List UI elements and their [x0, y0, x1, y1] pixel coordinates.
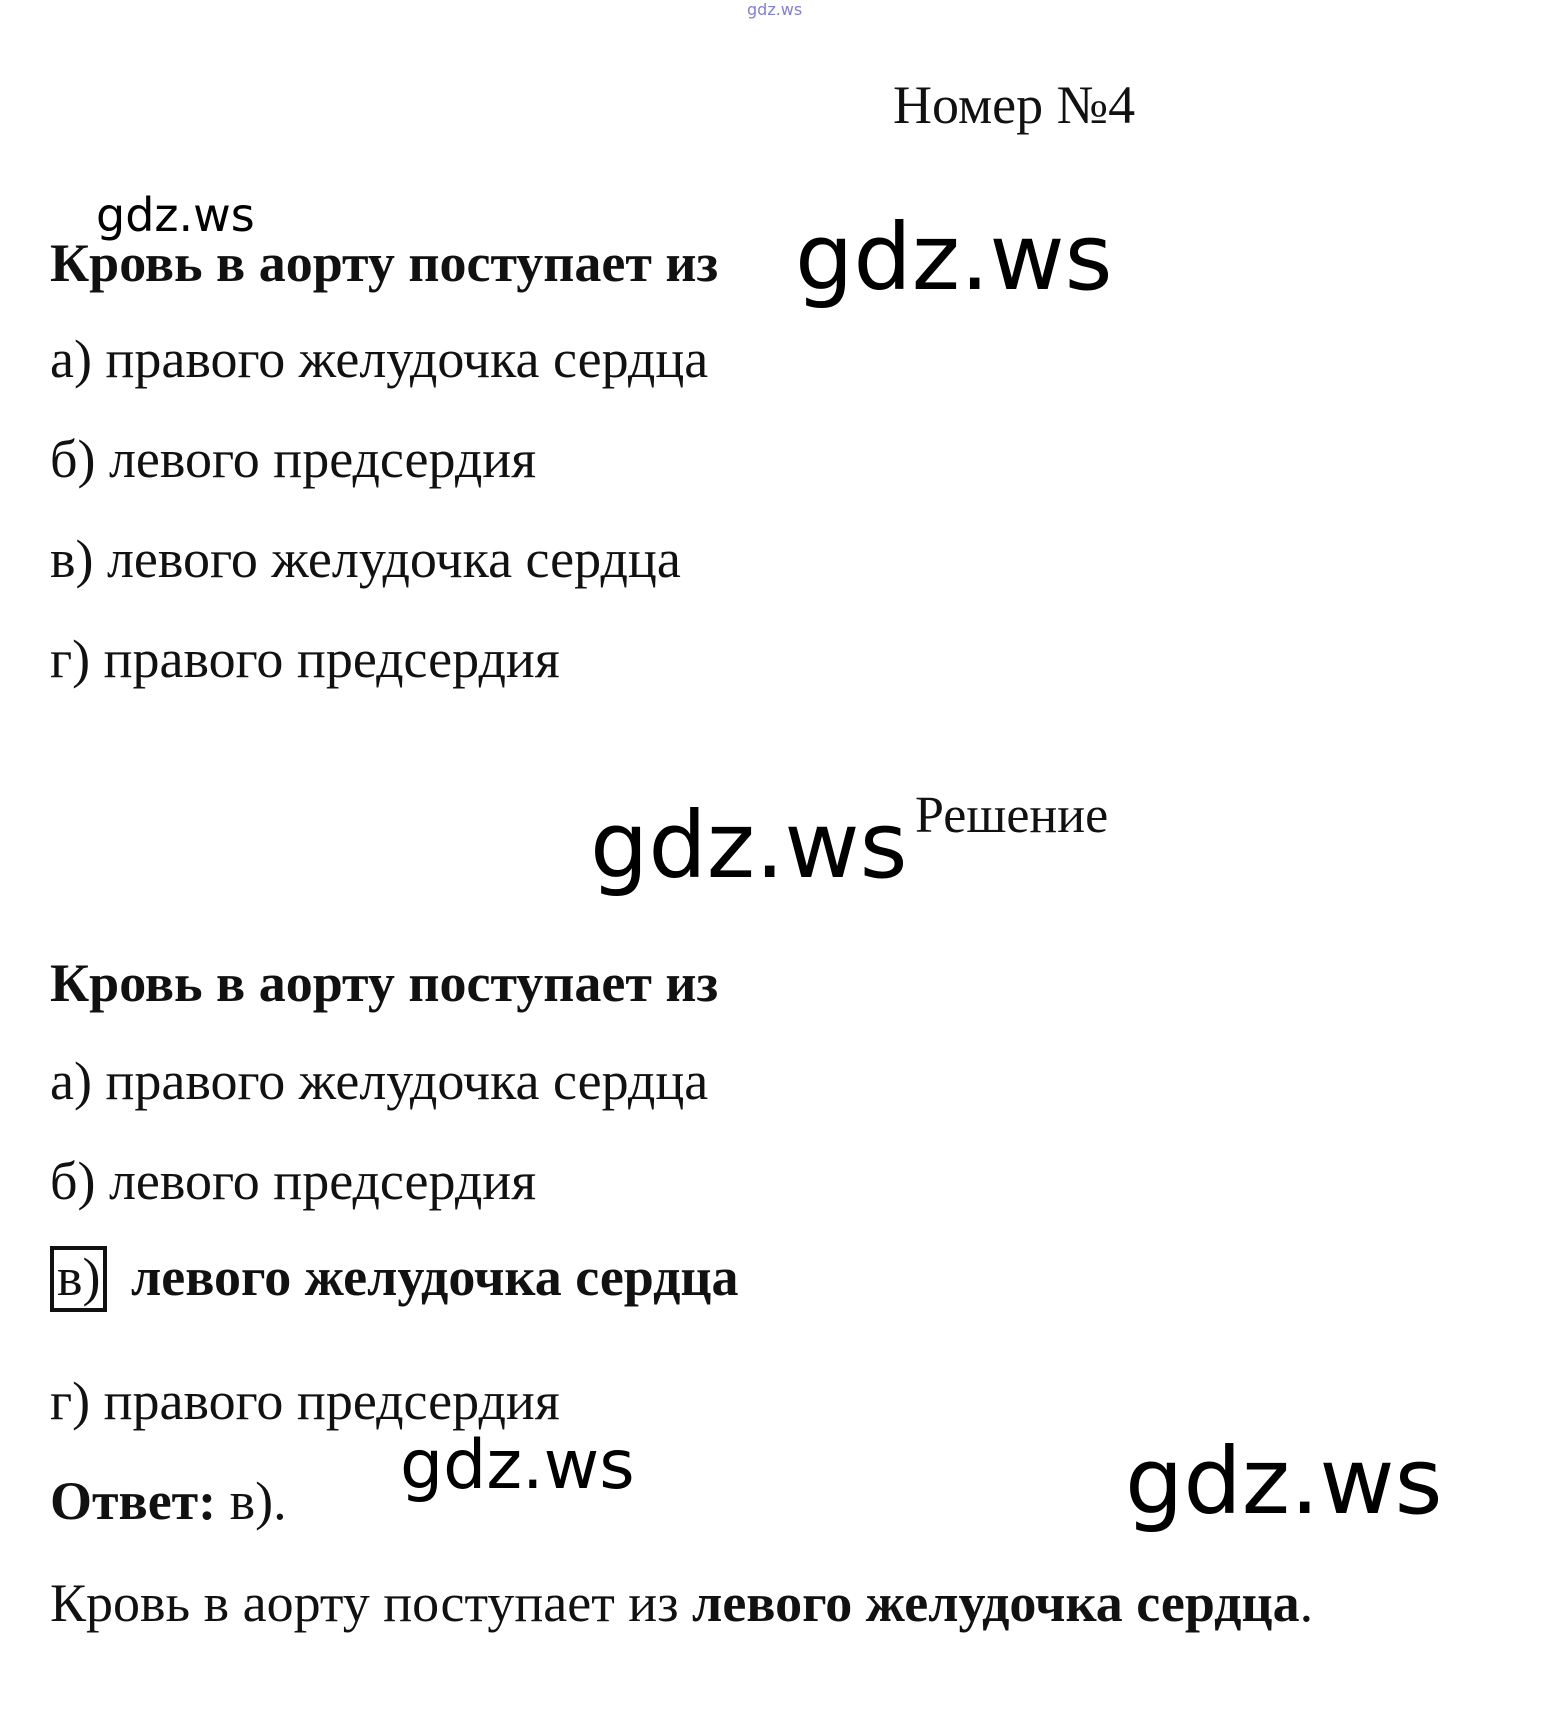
watermark-answer-middle: gdz.ws	[400, 1426, 635, 1505]
watermark-answer-right: gdz.ws	[1125, 1428, 1443, 1535]
correct-answer-box: в)	[50, 1246, 107, 1312]
solution-option-c-text: левого желудочка сердца	[130, 1247, 739, 1307]
conclusion-line	[50, 1573, 1314, 1633]
question-option-d: г) правого предсердия	[50, 629, 560, 689]
question-option-c: в) левого желудочка сердца	[50, 529, 681, 589]
answer-line	[50, 1471, 287, 1531]
watermark-top: gdz.ws	[747, 0, 803, 19]
solution-option-a: а) правого желудочка сердца	[50, 1051, 709, 1111]
conclusion-suffix: .	[1299, 1573, 1314, 1633]
solution-option-d: г) правого предсердия	[50, 1371, 560, 1431]
question-text: Кровь в аорту поступает из	[50, 233, 719, 293]
watermark-question-large: gdz.ws	[795, 204, 1113, 311]
watermark-question-small: gdz.ws	[96, 188, 255, 242]
answer-label: Ответ:	[50, 1471, 217, 1531]
conclusion-bold: левого желудочка сердца	[692, 1573, 1300, 1633]
solution-option-b: б) левого предсердия	[50, 1151, 537, 1211]
question-option-a: а) правого желудочка сердца	[50, 329, 709, 389]
watermark-solution-large: gdz.ws	[590, 792, 908, 899]
solution-option-c	[50, 1246, 739, 1312]
solution-heading: Решение	[915, 787, 1109, 844]
conclusion-prefix: Кровь в аорту поступает из	[50, 1573, 679, 1633]
question-option-b: б) левого предсердия	[50, 429, 537, 489]
answer-value: в).	[229, 1471, 287, 1531]
solution-question-text: Кровь в аорту поступает из	[50, 953, 719, 1013]
page-title: Номер №4	[893, 75, 1136, 135]
